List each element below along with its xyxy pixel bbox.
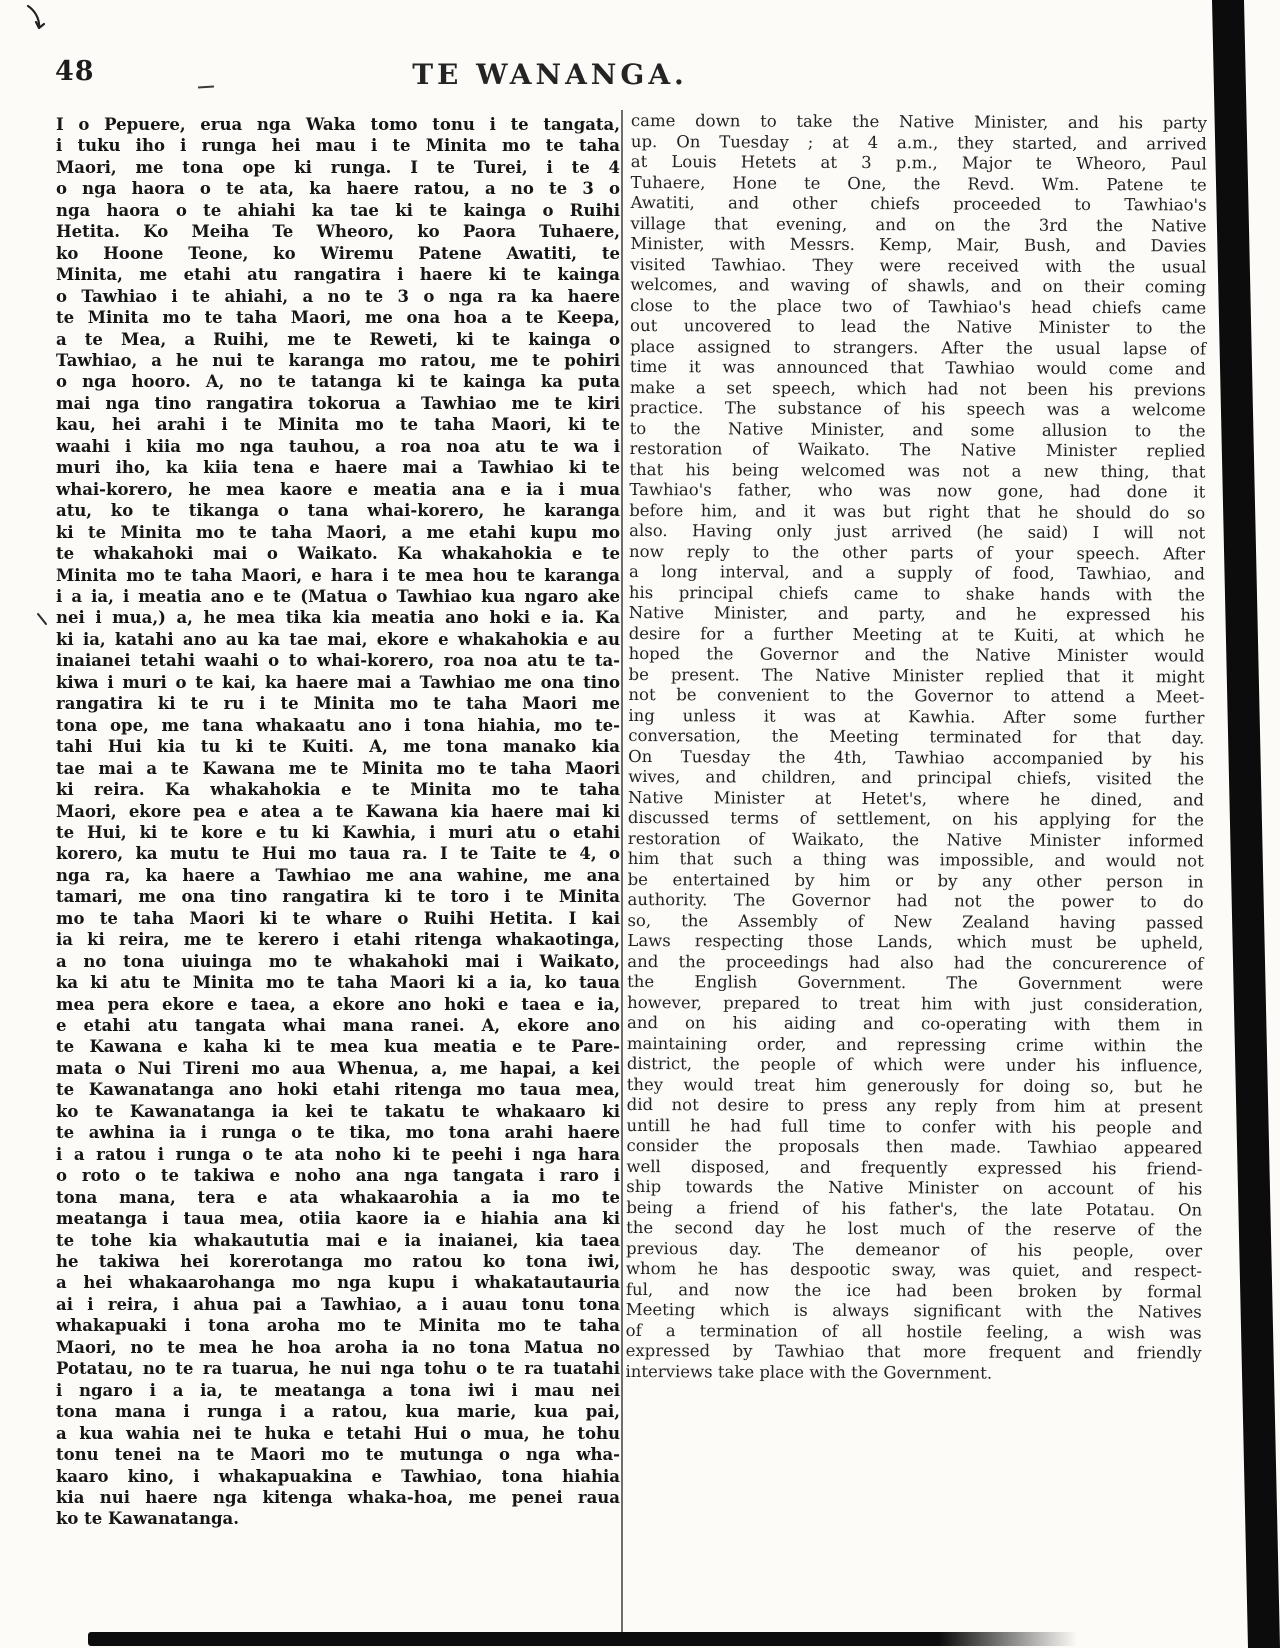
text-line: Awatiti, and other chiefs proceeded to Tawhiao's — [630, 192, 1207, 215]
text-line: a kua wahia nei te huka e tetahi Hui o mua, he tohu — [56, 1423, 620, 1443]
margin-tick-mark — [36, 612, 48, 626]
text-line: hoped the Governor and the Native Minister would — [628, 643, 1205, 666]
text-line: Potatau, no te ra tuarua, he nui nga tohu o te ra tuatahi — [56, 1359, 620, 1379]
text-line: inaianei tetahi waahi o to whai-korero, roa noa atu te ta- — [56, 651, 620, 671]
text-line: Laws respecting those Lands, which must be upheld, — [627, 930, 1204, 953]
text-line: well disposed, and frequently expressed his friend- — [626, 1156, 1203, 1179]
pen-mark — [24, 4, 54, 38]
text-line: be entertained by him or by any other person in — [627, 869, 1204, 892]
text-line: mo te taha Maori ki te whare o Ruihi Hetita. I kai — [56, 908, 620, 928]
text-line: did not desire to press any reply from him at present — [626, 1094, 1203, 1117]
text-line: ka ki atu te Minita mo te taha Maori ki a ia, ko taua — [56, 973, 620, 993]
text-line: nga haora o te ahiahi ka tae ki te kainga o Ruihi — [56, 200, 620, 220]
text-line: Maori, no te mea he hoa aroha ia no tona Matua no — [56, 1337, 620, 1357]
column-divider-rule — [621, 110, 623, 1632]
text-line: Maori, me tona ope ki runga. I te Turei, i te 4 — [56, 157, 620, 177]
text-line: atu, ko te tikanga o tana whai-korero, he karanga — [56, 501, 620, 521]
text-line: he takiwa hei korerotanga mo ratou ko tona iwi, — [56, 1252, 620, 1272]
text-line: o nga haora o te ata, ka haere ratou, a no te 3 o — [56, 179, 620, 199]
article-column-english — [625, 111, 1207, 1385]
text-line: waahi i kiia mo nga tauhou, a roa noa atu te wa i — [56, 436, 620, 456]
text-line: of a termination of all hostile feeling, a wish was — [625, 1320, 1202, 1343]
text-line: tae mai a te Kawana me te Minita mo te taha Maori — [56, 758, 620, 778]
text-line: o roto o te takiwa e noho ana nga tangata i raro i — [56, 1166, 620, 1186]
text-line: at Louis Hetets at 3 p.m., Major te Wheoro, Paul — [630, 151, 1207, 174]
text-line: practice. The substance of his speech was a welcome — [629, 397, 1206, 420]
text-line: welcomes, and waving of shawls, and on their coming — [630, 274, 1207, 297]
text-line: meatanga i taua mea, otiia kaore ia e hiahia ana ki — [56, 1209, 620, 1229]
text-line: make a set speech, which had not been his previons — [629, 377, 1206, 400]
text-line: kaaro kino, i whakapuakina e Tawhiao, tona hiahia — [56, 1466, 620, 1486]
text-line: kiwa i muri o te kai, ka haere mai a Tawhiao me ona tino — [56, 672, 620, 692]
text-line: tona ope, me tana whakaatu ano i tona hiahia, mo te- — [56, 715, 620, 735]
text-line: te Kawana e kaha ki te mea kua meatia e te Pare- — [56, 1037, 620, 1057]
text-line: expressed by Tawhiao that more frequent and friendly — [625, 1340, 1202, 1363]
text-line: restoration of Waikato. The Native Minister replied — [629, 438, 1206, 461]
text-line: they would treat him generously for doing so, but he — [626, 1074, 1203, 1097]
text-line: up. On Tuesday ; at 4 a.m., they started, and arrived — [630, 131, 1207, 154]
text-line: tona mana, tera e ata whakaarohia a ia mo te — [56, 1187, 620, 1207]
text-line: whom he has despootic sway, was quiet, and respect- — [625, 1258, 1202, 1281]
text-line: e etahi atu tangata whai mana ranei. A, ekore ano — [56, 1016, 620, 1036]
text-line: maintaining order, and repressing crime within the — [626, 1033, 1203, 1056]
text-line: wives, and children, and principal chiefs, visited the — [628, 766, 1205, 789]
text-line: a te Mea, a Ruihi, me te Reweti, ki te kainga o — [56, 329, 620, 349]
text-line: ko Hoone Teone, ko Wiremu Patene Awatiti, te — [56, 243, 620, 263]
scan-gutter-shadow-bottom — [88, 1632, 1238, 1646]
masthead-title: TE WANANGA. — [412, 58, 688, 91]
text-line: out uncovered to lead the Native Minister to the — [630, 315, 1207, 338]
text-line: be present. The Native Minister replied that it might — [628, 664, 1205, 687]
text-line: interviews take place with the Government. — [625, 1361, 993, 1383]
text-line: te Kawanatanga ano hoki etahi ritenga mo taua mea, — [56, 1080, 620, 1100]
text-line: muri iho, ka kiia tena e haere mai a Tawhiao ki te — [56, 458, 620, 478]
text-line: te whakahoki mai o Waikato. Ka whakahokia e te — [56, 544, 620, 564]
article-column-maori — [56, 114, 620, 1530]
text-line: te Minita mo te taha Maori, me ona hoa a te Keepa, — [56, 308, 620, 328]
text-line: ko te Kawanatanga ia kei te takatu te whakaaro ki — [56, 1101, 620, 1121]
text-line: previous day. The demeanor of his people, over — [625, 1238, 1203, 1261]
text-line: o nga hooro. A, no te tatanga ki te kainga ka puta — [56, 372, 620, 392]
text-line: mata o Nui Tireni mo aua Whenua, a, me hapai, a kei — [56, 1058, 620, 1078]
text-line: time it was announced that Tawhiao would come and — [629, 356, 1206, 379]
text-line: tonu tenei na te Maori mo te mutunga o nga wha- — [56, 1445, 620, 1465]
text-line: i ngaro i a ia, te meatanga a tona iwi i mau nei — [56, 1380, 620, 1400]
text-line: Minita mo te taha Maori, e hara i te mea hou te karanga — [56, 565, 620, 585]
text-line: On Tuesday the 4th, Tawhiao accompanied by his — [628, 746, 1205, 769]
text-line: to the Native Minister, and some allusion to the — [629, 418, 1206, 441]
text-line: untill he had full time to confer with his people and — [626, 1115, 1203, 1138]
text-line: nga ra, ka haere a Tawhiao me ana wahine, me ana — [56, 865, 620, 885]
text-line: Minita, me etahi atu rangatira i haere ki te kainga — [56, 265, 620, 285]
text-line: the English Government. The Government were — [627, 971, 1204, 994]
text-line: i tuku iho i runga hei mau i te Minita mo te taha — [56, 136, 620, 156]
text-line: that his being welcomed was not a new thing, that — [629, 459, 1206, 482]
text-line: his principal chiefs came to shake hands with the — [628, 582, 1205, 605]
text-line: whakapuaki i tona aroha mo te Minita mo te taha — [56, 1316, 620, 1336]
text-line: korero, ka mutu te Hui mo taua ra. I te Taite te 4, o — [56, 844, 620, 864]
text-line: came down to take the Native Minister, and his party — [630, 111, 1207, 133]
text-line: village that evening, and on the 3rd the Native — [630, 213, 1207, 236]
text-line: ki te Minita mo te taha Maori, a me etahi kupu mo — [56, 522, 620, 542]
text-line: Meeting which is always significant with the Natives — [625, 1299, 1202, 1322]
text-line: Tawhiao's father, who was now gone, had done it — [629, 479, 1206, 502]
text-line: now reply to the other parts of your speech. After — [629, 541, 1206, 564]
text-line: a long interval, and a supply of food, Tawhiao, and — [628, 561, 1206, 584]
text-line: Tawhiao, a he nui te karanga mo ratou, me te pohiri — [56, 350, 620, 370]
text-line: ing unless it was at Kawhia. After some further — [628, 705, 1205, 728]
text-line: consider the proposals then made. Tawhiao appeared — [626, 1135, 1203, 1158]
text-line: restoration of Waikato, the Native Minister informed — [627, 828, 1204, 851]
text-line: Minister, with Messrs. Kemp, Mair, Bush, and Davies — [630, 233, 1207, 256]
text-line: place assigned to strangers. After the usual lapse of — [629, 336, 1207, 359]
text-line: district, the people of which were under his influence, — [626, 1053, 1203, 1076]
text-line: conversation, the Meeting terminated for that day. — [628, 725, 1205, 748]
text-line: ki reira. Ka whakahokia e te Minita mo te taha — [56, 780, 620, 800]
text-line: close to the place two of Tawhiao's head chiefs came — [630, 295, 1207, 318]
text-line: tahi Hui kia tu ki te Kuiti. A, me tona manako kia — [56, 737, 620, 757]
text-line: Tuhaere, Hone te One, the Revd. Wm. Patene te — [630, 172, 1207, 195]
text-line: ship towards the Native Minister on account of his — [626, 1176, 1203, 1199]
text-line: Hetita. Ko Meiha Te Wheoro, ko Paora Tuhaere, — [56, 222, 620, 242]
text-line: authority. The Governor had not the power to do — [627, 889, 1204, 912]
text-line: ful, and now the ice had been broken by formal — [625, 1279, 1202, 1302]
text-line: tona mana i runga i a ratou, kua marie, kua pai, — [56, 1402, 620, 1422]
text-line: the second day he lost much of the reserve of the — [626, 1217, 1203, 1240]
scan-gutter-shadow-right — [1210, 0, 1280, 1648]
text-line: before him, and it was but right that he should do so — [629, 500, 1206, 523]
text-line: i a ia, i meatia ano e te (Matua o Tawhiao kua ngaro ake — [56, 586, 620, 606]
text-line: kia nui haere nga kitenga whaka-hoa, me penei raua — [56, 1488, 620, 1507]
text-line: however, prepared to treat him with just consideration, — [627, 992, 1204, 1015]
text-line: i a ratou i runga o te ata noho ki te peehi i nga hara — [56, 1144, 620, 1164]
text-line: tamari, me ona tino rangatira ki te toro i te Minita — [56, 887, 620, 907]
text-line: also. Having only just arrived (he said) I will not — [629, 520, 1206, 543]
text-line: him that such a thing was impossible, and would not — [627, 848, 1204, 871]
text-line: ia ki reira, me te kerero i etahi ritenga whakaotinga, — [56, 930, 620, 950]
text-line: Maori, ekore pea e atea a te Kawana kia haere mai ki — [56, 801, 620, 821]
text-line: a hei whakaarohanga mo nga kupu i whakatautauria — [56, 1273, 620, 1293]
text-line: desire for a further Meeting at te Kuiti, at which he — [628, 623, 1205, 646]
text-line: and the proceedings had also had the concurerence of — [627, 951, 1204, 974]
text-line: mea pera ekore e taea, a ekore ano hoki e taea e ia, — [56, 994, 620, 1014]
text-line: o Tawhiao i te ahiahi, a no te 3 o nga ra ka haere — [56, 286, 620, 306]
text-line: te awhina ia i runga o te tika, mo tona arahi haere — [56, 1123, 620, 1143]
text-line: ki ia, katahi ano au ka tae mai, ekore e whakahokia e au — [56, 629, 620, 649]
text-line: rangatira ki te ru i te Minita mo te taha Maori me — [56, 694, 620, 714]
text-line: whai-korero, he mea kaore e meatia ana e ia i mua — [56, 479, 620, 499]
text-line: mai nga tino rangatira tokorua a Tawhiao me te kiri — [56, 393, 620, 413]
text-line: nei i mua,) a, he mea tika kia meatia ano hoki e ia. Ka — [56, 608, 620, 628]
text-line: so, the Assembly of New Zealand having passed — [627, 910, 1204, 933]
text-line: discussed terms of settlement, on his applying for the — [627, 807, 1204, 830]
text-line: being a friend of his father's, the late Potatau. On — [626, 1197, 1203, 1220]
text-line: ko te Kawanatanga. — [56, 1509, 239, 1529]
text-line: ai i reira, i ahua pai a Tawhiao, a i auau tonu tona — [56, 1294, 620, 1314]
text-line: a no tona uiuinga mo te whakahoki mai i Waikato, — [56, 951, 620, 971]
text-line: te Hui, ki te kore e tu ki Kawhia, i muri atu o etahi — [56, 822, 620, 842]
text-line: kau, hei arahi i te Minita mo te taha Maori, ki te — [56, 415, 620, 435]
text-line: te tohe kia whakaututia mai e ia inaianei, kia taea — [56, 1230, 620, 1250]
text-line: not be convenient to the Governor to attend a Meet- — [628, 684, 1205, 707]
text-line: visited Tawhiao. They were received with the usual — [630, 254, 1207, 277]
text-line: and on his aiding and co-operating with them in — [626, 1012, 1204, 1035]
text-line: Native Minister, and party, and he expressed his — [628, 602, 1205, 625]
page-number: 48 — [55, 56, 95, 87]
text-line: Native Minister at Hetet's, where he dined, and — [627, 787, 1205, 810]
text-line: I o Pepuere, erua nga Waka tomo tonu i te tangata, — [56, 115, 620, 134]
